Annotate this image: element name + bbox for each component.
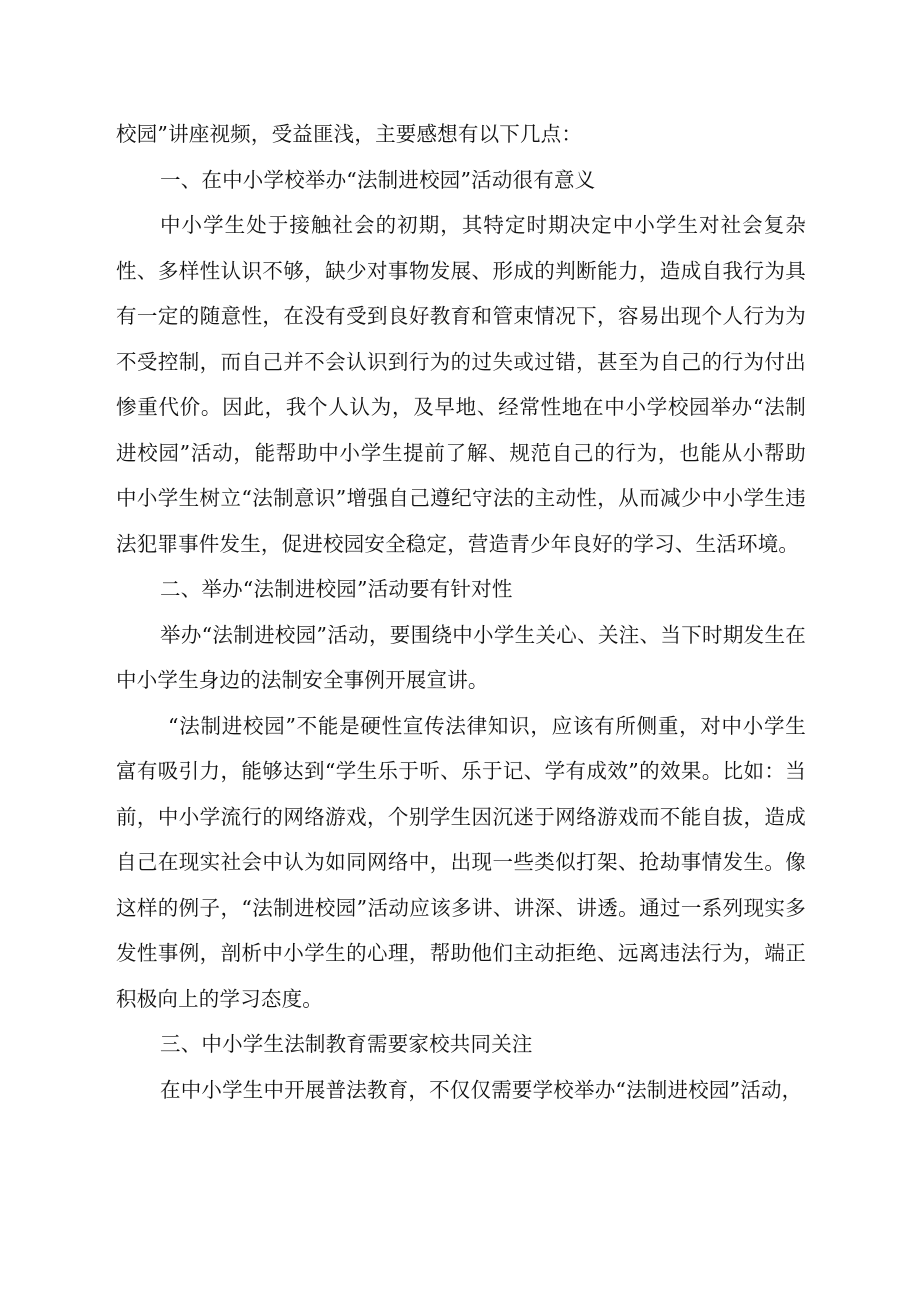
section-heading-2: 二、举办“法制进校园”活动要有针对性 — [160, 577, 513, 601]
document-body — [116, 112, 806, 1113]
paragraph-section-2a: 举办“法制进校园”活动，要围绕中小学生关心、关注、当下时期发生在中小学生身边的法制安全事例开展宣讲。 — [116, 622, 806, 692]
paragraph-continuation: 校园”讲座视频，受益匪浅，主要感想有以下几点： — [116, 122, 583, 146]
section-heading-3: 三、中小学生法制教育需要家校共同关注 — [160, 1032, 533, 1056]
paragraph-section-1: 中小学生处于接触社会的初期，其特定时期决定中小学生对社会复杂性、多样性认识不够，缺少对事物发展、形成的判断能力，造成自我行为具有一定的随意性，在没有受到良好教育和管束情况下，容易出现个人行为为不受控制，而自己并不会认识到行为的过失或过错，甚至为自己的行为付出惨重代价。因此，我个人认为，及早地、经常性地在中小学校园举办“法制进校园”活动，能帮助中小学生提前了解、规范自己的行为，也能从小帮助中小学生树立“法制意识”增强自己遵纪守法的主动性，从而减少中小学生违法犯罪事件发生，促进校园安全稳定，营造青少年良好的学习、生活环境。 — [116, 213, 806, 556]
section-heading-1: 一、在中小学校举办“法制进校园”活动很有意义 — [160, 167, 596, 192]
paragraph-section-3: 在中小学生中开展普法教育，不仅仅需要学校举办“法制进校园”活动， — [160, 1077, 803, 1102]
paragraph-section-2b: “法制进校园”不能是硬性宣传法律知识，应该有所侧重，对中小学生富有吸引力，能够达到“学生乐于听、乐于记、学有成效”的效果。比如：当前，中小学流行的网络游戏，个别学生因沉迷于网络游戏而不能自拔，造成自己在现实社会中认为如同网络中，出现一些类似打架、抢劫事情发生。像这样的例子，“法制进校园”活动应该多讲、讲深、讲透。通过一系列现实多发性事例，剖析中小学生的心理，帮助他们主动拒绝、远离违法行为，端正积极向上的学习态度。 — [116, 713, 806, 1011]
